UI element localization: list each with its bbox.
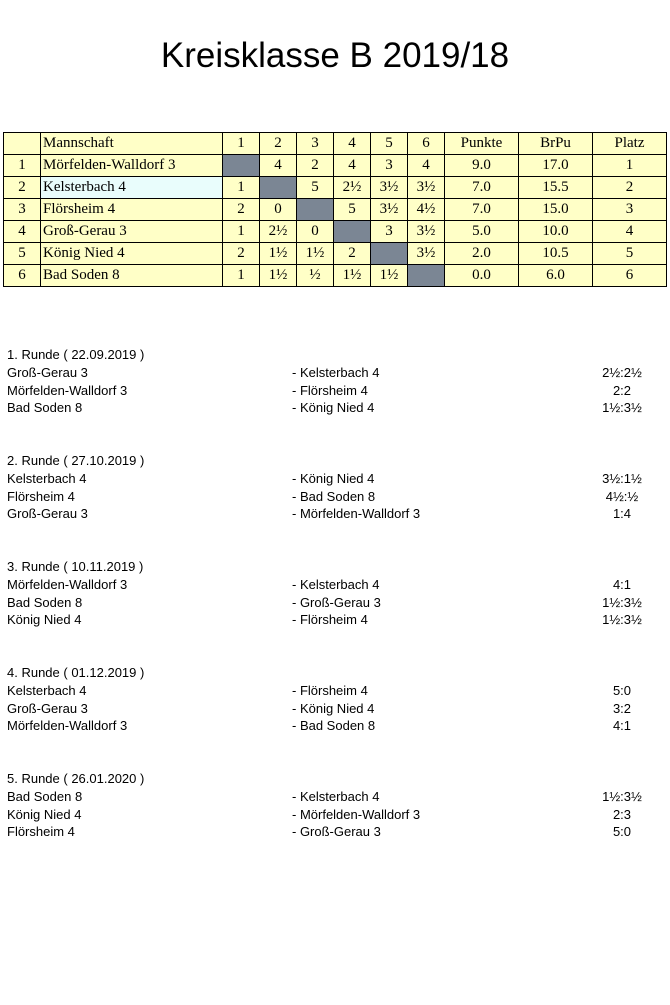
game-row: [7, 576, 667, 594]
game-row: [7, 594, 667, 612]
team-name: König Nied 4: [41, 243, 223, 265]
result-cell: 4: [408, 155, 445, 177]
points-cell: 9.0: [445, 155, 519, 177]
board-points-cell: 15.5: [519, 177, 593, 199]
diagonal-cell: [297, 199, 334, 221]
column-header: BrPu: [519, 133, 593, 155]
game-row: [7, 505, 667, 523]
home-team: Bad Soden 8: [7, 594, 83, 610]
table-header-row: [4, 133, 667, 155]
home-team: Groß-Gerau 3: [7, 365, 88, 380]
result-cell: 4½: [408, 199, 445, 221]
result-cell: 2½: [334, 177, 371, 199]
game-score: 3:2: [612, 700, 632, 716]
game-row: [7, 788, 667, 806]
table-row: [4, 177, 667, 199]
game-score: 5:0: [612, 824, 632, 839]
column-header: Punkte: [445, 133, 519, 155]
game-score: 4:1: [612, 718, 632, 733]
result-cell: 4: [260, 155, 297, 177]
table-row: [4, 265, 667, 287]
result-cell: 3½: [408, 177, 445, 199]
home-team: Mörfelden-Walldorf 3: [7, 577, 128, 592]
game-score: 1½:3½: [602, 400, 642, 415]
points-cell: 2.0: [445, 243, 519, 265]
away-team: - Kelsterbach 4: [292, 789, 380, 804]
home-team: Bad Soden 8: [7, 400, 83, 415]
game-row: [7, 700, 667, 718]
round-header: 3. Runde ( 10.11.2019 ): [7, 559, 144, 574]
result-cell: 5: [334, 199, 371, 221]
place-cell: 2: [593, 177, 667, 199]
game-score: 4½:½: [605, 488, 639, 504]
board-points-cell: 10.0: [519, 221, 593, 243]
rank-number: 5: [4, 243, 41, 265]
result-cell: 0: [260, 199, 297, 221]
home-team: Mörfelden-Walldorf 3: [7, 718, 128, 733]
place-cell: 4: [593, 221, 667, 243]
game-score: 2:3: [612, 806, 632, 822]
result-cell: 2: [223, 199, 260, 221]
table-row: [4, 155, 667, 177]
round-header: 1. Runde ( 22.09.2019 ): [7, 347, 145, 362]
result-cell: 3½: [408, 221, 445, 243]
result-cell: 1½: [260, 265, 297, 287]
away-team: - Bad Soden 8: [292, 488, 376, 504]
game-score: 1½:3½: [602, 612, 642, 627]
result-cell: 1½: [260, 243, 297, 265]
team-name: Kelsterbach 4: [41, 177, 223, 199]
board-points-cell: 10.5: [519, 243, 593, 265]
game-row: [7, 382, 667, 400]
result-cell: 3: [371, 155, 408, 177]
game-row: [7, 399, 667, 417]
table-row: [4, 199, 667, 221]
standings-table: [3, 132, 667, 287]
result-cell: 0: [297, 221, 334, 243]
away-team: - Kelsterbach 4: [292, 577, 380, 592]
column-header: [4, 133, 41, 155]
game-row: [7, 364, 667, 382]
column-header: 2: [260, 133, 297, 155]
result-cell: 1½: [334, 265, 371, 287]
board-points-cell: 6.0: [519, 265, 593, 287]
away-team: - König Nied 4: [292, 471, 375, 486]
points-cell: 7.0: [445, 177, 519, 199]
game-row: [7, 806, 667, 824]
result-cell: 5: [297, 177, 334, 199]
column-header: Mannschaft: [41, 133, 223, 155]
result-cell: 3½: [408, 243, 445, 265]
points-cell: 5.0: [445, 221, 519, 243]
home-team: König Nied 4: [7, 806, 82, 822]
game-score: 3½:1½: [602, 471, 642, 486]
board-points-cell: 17.0: [519, 155, 593, 177]
place-cell: 3: [593, 199, 667, 221]
home-team: Kelsterbach 4: [7, 683, 87, 698]
game-score: 4:1: [612, 577, 632, 592]
points-cell: 7.0: [445, 199, 519, 221]
away-team: - Mörfelden-Walldorf 3: [292, 806, 421, 822]
game-score: 2:2: [612, 382, 632, 398]
board-points-cell: 15.0: [519, 199, 593, 221]
home-team: Bad Soden 8: [7, 789, 83, 804]
place-cell: 1: [593, 155, 667, 177]
round-header: 5. Runde ( 26.01.2020 ): [7, 771, 145, 786]
game-row: [7, 682, 667, 700]
round-block: [7, 558, 667, 664]
away-team: - König Nied 4: [292, 400, 375, 415]
result-cell: ½: [297, 265, 334, 287]
rounds-list: [7, 346, 667, 876]
diagonal-cell: [408, 265, 445, 287]
game-score: 1½:3½: [602, 789, 642, 804]
home-team: Flörsheim 4: [7, 488, 75, 504]
away-team: - Mörfelden-Walldorf 3: [292, 506, 421, 521]
team-name: Groß-Gerau 3: [41, 221, 223, 243]
home-team: Groß-Gerau 3: [7, 506, 88, 521]
away-team: - Flörsheim 4: [292, 382, 368, 398]
result-cell: 3½: [371, 177, 408, 199]
column-header: 5: [371, 133, 408, 155]
result-cell: 1½: [371, 265, 408, 287]
game-row: [7, 717, 667, 735]
result-cell: 1½: [297, 243, 334, 265]
rank-number: 6: [4, 265, 41, 287]
result-cell: 3½: [371, 199, 408, 221]
team-name: Mörfelden-Walldorf 3: [41, 155, 223, 177]
round-block: [7, 452, 667, 558]
table-row: [4, 221, 667, 243]
diagonal-cell: [334, 221, 371, 243]
column-header: Platz: [593, 133, 667, 155]
result-cell: 2: [297, 155, 334, 177]
team-name: Flörsheim 4: [41, 199, 223, 221]
game-row: [7, 470, 667, 488]
away-team: - König Nied 4: [292, 700, 375, 716]
result-cell: 2½: [260, 221, 297, 243]
home-team: Mörfelden-Walldorf 3: [7, 382, 128, 398]
result-cell: 1: [223, 177, 260, 199]
column-header: 4: [334, 133, 371, 155]
away-team: - Kelsterbach 4: [292, 365, 380, 380]
game-row: [7, 611, 667, 629]
rank-number: 2: [4, 177, 41, 199]
home-team: Kelsterbach 4: [7, 471, 87, 486]
column-header: 1: [223, 133, 260, 155]
rank-number: 4: [4, 221, 41, 243]
column-header: 3: [297, 133, 334, 155]
away-team: - Groß-Gerau 3: [292, 594, 381, 610]
team-name: Bad Soden 8: [41, 265, 223, 287]
game-score: 2½:2½: [602, 365, 642, 380]
page-title: Kreisklasse B 2019/18: [160, 36, 510, 75]
game-score: 1:4: [612, 506, 632, 521]
result-cell: 3: [371, 221, 408, 243]
diagonal-cell: [223, 155, 260, 177]
result-cell: 2: [334, 243, 371, 265]
table-row: [4, 243, 667, 265]
game-row: [7, 823, 667, 841]
home-team: Groß-Gerau 3: [7, 700, 88, 716]
game-score: 1½:3½: [602, 594, 642, 610]
game-row: [7, 488, 667, 506]
result-cell: 1: [223, 221, 260, 243]
away-team: - Groß-Gerau 3: [292, 824, 381, 839]
home-team: König Nied 4: [7, 612, 82, 627]
away-team: - Flörsheim 4: [292, 683, 368, 698]
game-score: 5:0: [612, 683, 632, 698]
column-header: 6: [408, 133, 445, 155]
result-cell: 1: [223, 265, 260, 287]
rank-number: 3: [4, 199, 41, 221]
round-header: 2. Runde ( 27.10.2019 ): [7, 453, 145, 468]
away-team: - Flörsheim 4: [292, 612, 368, 627]
result-cell: 2: [223, 243, 260, 265]
rank-number: 1: [4, 155, 41, 177]
home-team: Flörsheim 4: [7, 824, 75, 839]
round-block: [7, 346, 667, 452]
diagonal-cell: [371, 243, 408, 265]
result-cell: 4: [334, 155, 371, 177]
diagonal-cell: [260, 177, 297, 199]
place-cell: 6: [593, 265, 667, 287]
round-block: [7, 770, 667, 876]
away-team: - Bad Soden 8: [292, 718, 376, 733]
place-cell: 5: [593, 243, 667, 265]
round-block: [7, 664, 667, 770]
points-cell: 0.0: [445, 265, 519, 287]
round-header: 4. Runde ( 01.12.2019 ): [7, 665, 145, 680]
